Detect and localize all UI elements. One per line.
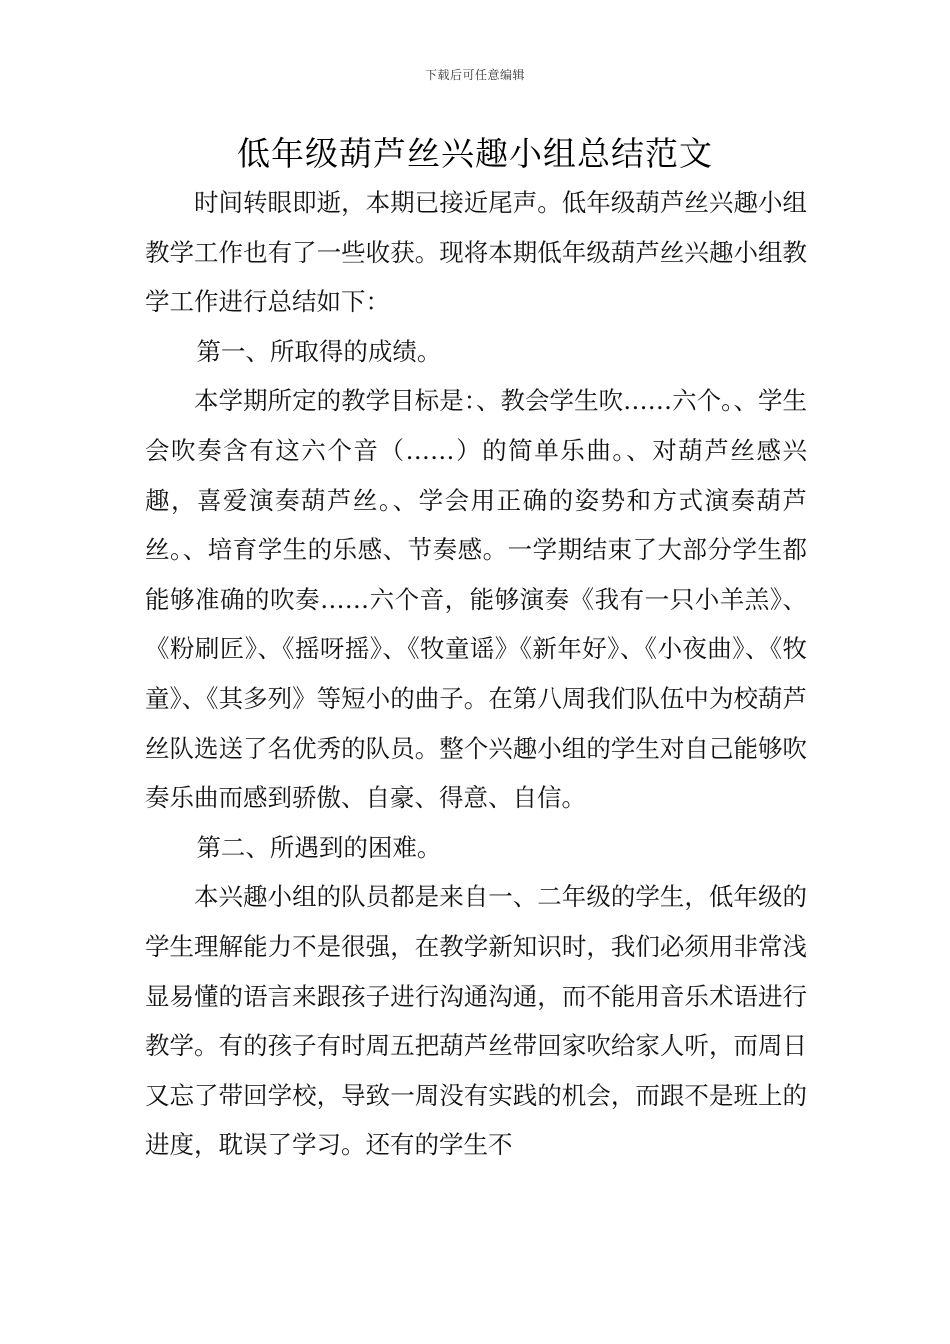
section-heading-achievements: 第一、所取得的成绩。 [196, 336, 442, 366]
paragraph-achievements: 本学期所定的教学目标是：、教会学生吹……六个。、学生会吹奏含有这六个音（……）的简单乐曲。、对葫芦丝感兴趣，喜爱演奏葫芦丝。、学会用正确的姿势和方式演奏葫芦丝。、培育学生的乐感、节奏感。一学期结束了大部分学生都能够准确的吹奏……六个音，能够演奏《我有一只小羊羔》、《粉刷匠》、《摇呀摇》、《牧童谣》《新年好》、《小夜曲》、《牧童》、《其多列》等短小的曲子。在第八周我们队伍中为校葫芦丝队选送了名优秀的队员。整个兴趣小组的学生对自己能够吹奏乐曲而感到骄傲、自豪、得意、自信。 [145, 386, 807, 813]
paragraph-intro: 时间转眼即逝，本期已接近尾声。低年级葫芦丝兴趣小组教学工作也有了一些收获。现将本期低年级葫芦丝兴趣小组教学工作进行总结如下： [145, 188, 807, 317]
document-body [145, 178, 807, 1170]
header-note: 下载后可任意编辑 [424, 68, 525, 82]
paragraph-difficulties: 本兴趣小组的队员都是来自一、二年级的学生，低年级的学生理解能力不是很强，在教学新知识时，我们必须用非常浅显易懂的语言来跟孩子进行沟通沟通，而不能用音乐术语进行教学。有的孩子有时周五把葫芦丝带回家吹给家人听，而周日又忘了带回学校，导致一周没有实践的机会，而跟不是班上的进度，耽误了学习。还有的学生不 [145, 882, 807, 1160]
document-title: 低年级葫芦丝兴趣小组总结范文 [237, 134, 713, 173]
section-heading-difficulties: 第二、所遇到的困难。 [196, 832, 442, 862]
